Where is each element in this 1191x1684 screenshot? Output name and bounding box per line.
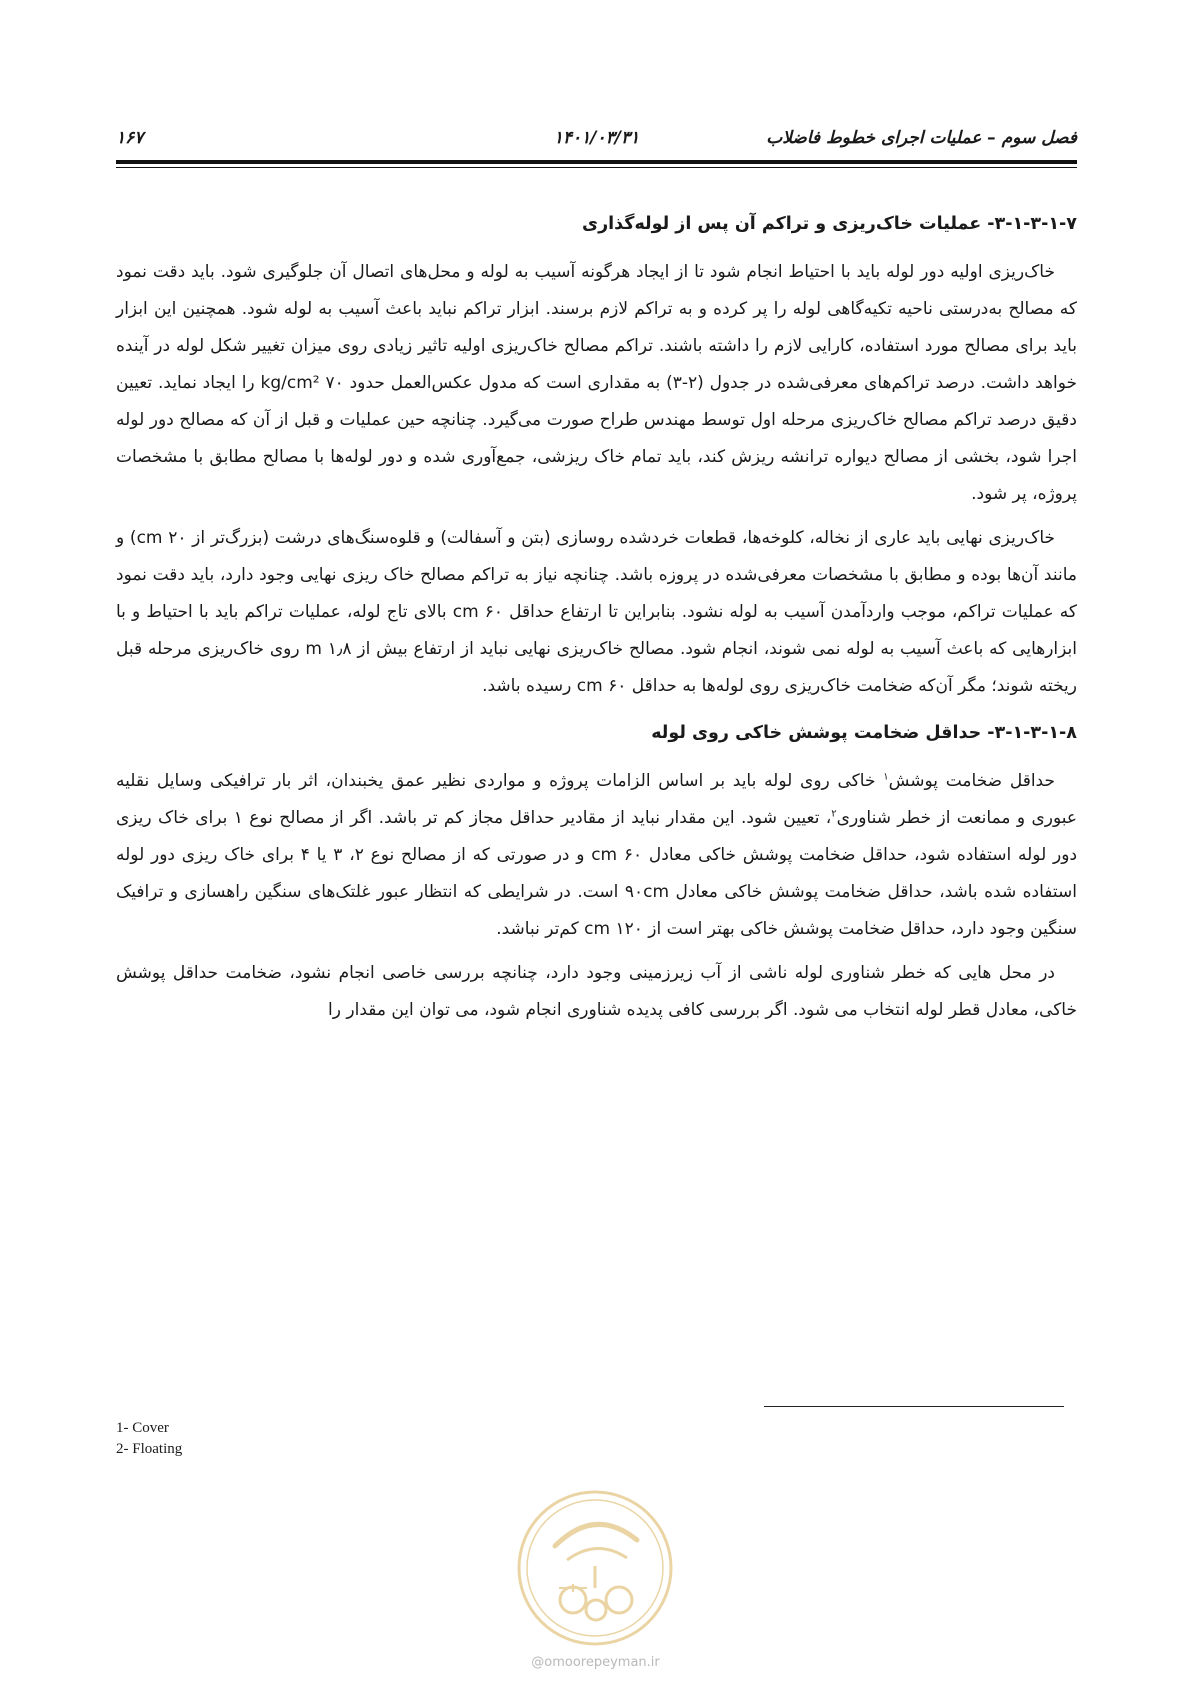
paragraph-flotation: در محل هایی که خطر شناوری لوله ناشی از آب زیرزمینی وجود دارد، چنانچه بررسی خاصی انجام نشود، ضخامت حداقل پوشش خاکی، معادل قطر لوله انتخاب می شود. اگر بررسی کافی پدیده شناوری انجام شود، می توان این مقدار را [116,963,1077,1020]
footnotes [116,1418,182,1460]
header-date: ۱۴۰۱/۰۳/۳۱ [553,128,640,148]
min-cover-text-c: ، تعیین شود. این مقدار نباید از مقادیر حداقل مجاز کم تر باشد. اگر از مصالح نوع ۱ برای خاک ریزی دور لوله استفاده شود، حداقل ضخامت پوشش خاکی معادل ۶۰ cm و در صورتی که از مصالح نوع ۲، ۳ یا ۴ برای خاک ریزی دور لوله استفاده شده باشد، حداقل ضخامت پوشش خاکی معادل ۹۰cm است. در شرایطی که انتظار عبور غلتک‌های سنگین راهسازی و ترافیک سنگین وجود دارد، حداقل ضخامت پوشش خاکی بهتر است از ۱۲۰ cm کم‌تر نباشد. [116,808,1078,939]
min-cover-text-b: خاکی روی لوله باید بر اساس الزامات پروژه و مواردی نظیر عمق یخبندان، اثر بار ترافیکی وسایل نقلیه عبوری و ممانعت از خطر شناوری [116,771,1078,828]
footnote-separator [764,1406,1064,1407]
footnote-2: 2- Floating [116,1441,183,1457]
min-cover-text-a: حداقل ضخامت پوشش [888,771,1055,791]
footnote-ref-2: ۲ [831,808,837,820]
watermark-seal-icon [515,1488,675,1648]
watermark-site: @omoorepeyman.ir [531,1655,660,1670]
page-header [116,128,1077,162]
section-heading-8: ۳-۱-۳-۱-۸- حداقل ضخامت پوشش خاکی روی لوله [651,723,1077,743]
paragraph-final-backfill: خاک‌ریزی نهایی باید عاری از نخاله، کلوخه‌ها، قطعات خردشده روسازی (بتن و آسفالت) و قلوه‌سنگ‌های درشت (بزرگ‌تر از ۲۰ cm) و مانند آن‌ها بوده و مطابق با مشخصات معرفی‌شده در پروزه باشد. چنانچه نیاز به تراکم مصالح خاک ریزی نهایی وجود دارد، باید دقت نمود که عملیات تراکم، موجب واردآمدن آسیب به لوله نشود. بنابراین تا ارتفاع حداقل ۶۰ cm بالای تاج لوله، عملیات تراکم باید با احتیاط و با ابزارهایی که باعث آسیب به لوله نمی شوند، انجام شود. مصالح خاک‌ریزی نهایی نباید از ارتفاع بیش از ۱٫۸ m روی خاک‌ریزی مرحله قبل ریخته شوند؛ مگر آن‌که ضخامت خاک‌ریزی روی لوله‌ها به حداقل ۶۰ cm رسیده باشد. [116,528,1077,696]
footnote-ref-1: ۱ [883,771,889,783]
page-body [116,210,1077,1036]
paragraph-min-cover [116,763,1077,948]
section-heading-7: ۳-۱-۳-۱-۷- عملیات خاک‌ریزی و تراکم آن پس از لوله‌گذاری [582,214,1077,234]
header-rule-thick [116,160,1077,164]
header-rule-thin [116,167,1077,168]
paragraph-initial-backfill: خاک‌ریزی اولیه دور لوله باید با احتیاط انجام شود تا از ایجاد هرگونه آسیب به لوله و محل‌های اتصال آن جلوگیری شود. باید دقت نمود که مصالح به‌درستی ناحیه تکیه‌گاهی لوله را پر کرده و به تراکم لازم برسند. ابزار تراکم نباید باعث آسیب به لوله شود. همچنین این ابزار باید برای مصالح مورد استفاده، کارایی لازم را داشته باشند. تراکم مصالح خاک‌ریزی اولیه تاثیر زیادی روی میزان تغییر شکل لوله در آینده خواهد داشت. درصد تراکم‌های معرفی‌شده در جدول (۲-۳) به مقداری است که مدول عکس‌العمل حدود ۷۰ kg/cm² را ایجاد نماید. تعیین دقیق درصد تراکم مصالح خاک‌ریزی مرحله اول توسط مهندس طراح صورت می‌گیرد. چنانچه حین عملیات و قبل از آن که مصالح دور لوله اجرا شود، بخشی از مصالح دیواره ترانشه ریزش کند، باید تمام خاک ریزشی، جمع‌آوری شده و دور لوله‌ها با مصالح مطابق با مشخصات پروژه، پر شود. [116,262,1078,504]
footnote-1: 1- Cover [116,1420,169,1436]
page-number: ۱۶۷ [116,128,144,148]
chapter-title: فصل سوم – عملیات اجرای خطوط فاضلاب [766,128,1077,148]
